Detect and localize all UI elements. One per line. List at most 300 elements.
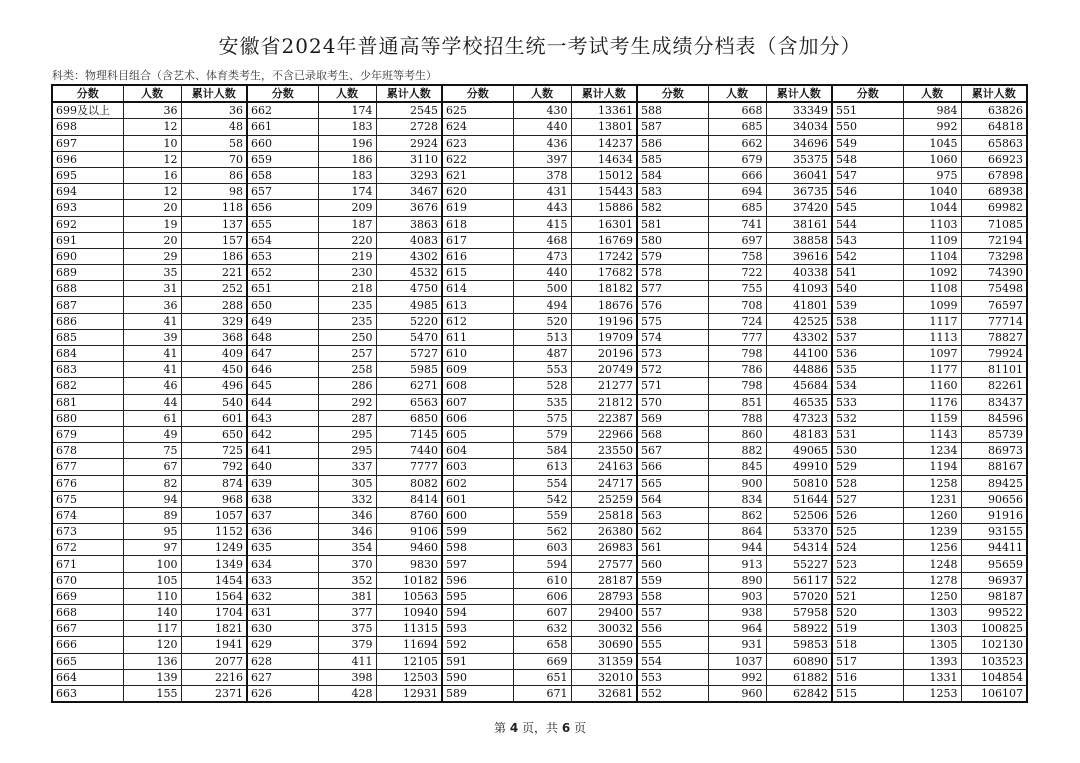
cumulative-cell: 3676 xyxy=(376,200,442,216)
table-row xyxy=(52,605,1027,621)
count-cell: 724 xyxy=(708,313,766,329)
cumulative-cell: 53370 xyxy=(766,524,832,540)
cumulative-cell: 23550 xyxy=(571,443,637,459)
cumulative-cell: 4985 xyxy=(376,297,442,313)
score-cell: 693 xyxy=(52,200,123,216)
score-cell: 549 xyxy=(832,135,903,151)
score-cell: 596 xyxy=(442,572,513,588)
score-cell: 588 xyxy=(637,102,708,119)
header-score: 分数 xyxy=(52,85,123,102)
count-cell: 49 xyxy=(123,426,181,442)
count-cell: 332 xyxy=(318,491,376,507)
score-cell: 528 xyxy=(832,475,903,491)
cumulative-cell: 46535 xyxy=(766,394,832,410)
score-cell: 642 xyxy=(247,426,318,442)
table-row xyxy=(52,200,1027,216)
cumulative-cell: 24163 xyxy=(571,459,637,475)
count-cell: 1097 xyxy=(903,346,961,362)
cumulative-cell: 450 xyxy=(181,362,247,378)
score-cell: 697 xyxy=(52,135,123,151)
cumulative-cell: 57958 xyxy=(766,605,832,621)
cumulative-cell: 91916 xyxy=(961,507,1027,523)
score-cell: 548 xyxy=(832,151,903,167)
count-cell: 559 xyxy=(513,507,571,523)
header-cumulative: 累计人数 xyxy=(571,85,637,102)
table-row xyxy=(52,653,1027,669)
footer-page-number: 4 xyxy=(509,721,519,735)
count-cell: 20 xyxy=(123,232,181,248)
cumulative-cell: 329 xyxy=(181,313,247,329)
cumulative-cell: 54314 xyxy=(766,540,832,556)
cumulative-cell: 22387 xyxy=(571,410,637,426)
count-cell: 235 xyxy=(318,313,376,329)
cumulative-cell: 34034 xyxy=(766,119,832,135)
score-cell: 616 xyxy=(442,248,513,264)
cumulative-cell: 24717 xyxy=(571,475,637,491)
cumulative-cell: 968 xyxy=(181,491,247,507)
count-cell: 39 xyxy=(123,329,181,345)
header-count: 人数 xyxy=(903,85,961,102)
table-header xyxy=(52,85,1027,102)
table-row xyxy=(52,184,1027,200)
count-cell: 788 xyxy=(708,410,766,426)
count-cell: 378 xyxy=(513,167,571,183)
cumulative-cell: 65863 xyxy=(961,135,1027,151)
count-cell: 494 xyxy=(513,297,571,313)
score-cell: 551 xyxy=(832,102,903,119)
cumulative-cell: 4750 xyxy=(376,281,442,297)
count-cell: 1160 xyxy=(903,378,961,394)
table-row xyxy=(52,378,1027,394)
count-cell: 584 xyxy=(513,443,571,459)
score-cell: 571 xyxy=(637,378,708,394)
cumulative-cell: 37420 xyxy=(766,200,832,216)
count-cell: 613 xyxy=(513,459,571,475)
cumulative-cell: 94411 xyxy=(961,540,1027,556)
score-cell: 638 xyxy=(247,491,318,507)
footer-prefix: 第 xyxy=(493,721,510,735)
score-cell: 560 xyxy=(637,556,708,572)
cumulative-cell: 16769 xyxy=(571,232,637,248)
count-cell: 36 xyxy=(123,297,181,313)
cumulative-cell: 10940 xyxy=(376,605,442,621)
score-cell: 595 xyxy=(442,588,513,604)
score-cell: 692 xyxy=(52,216,123,232)
table-row xyxy=(52,362,1027,378)
table-row xyxy=(52,540,1027,556)
score-cell: 556 xyxy=(637,621,708,637)
score-cell: 529 xyxy=(832,459,903,475)
score-cell: 660 xyxy=(247,135,318,151)
score-cell: 602 xyxy=(442,475,513,491)
header-row xyxy=(52,85,1027,102)
score-cell: 671 xyxy=(52,556,123,572)
score-cell: 627 xyxy=(247,669,318,685)
count-cell: 1108 xyxy=(903,281,961,297)
header-count: 人数 xyxy=(123,85,181,102)
cumulative-cell: 29400 xyxy=(571,605,637,621)
score-cell: 631 xyxy=(247,605,318,621)
cumulative-cell: 540 xyxy=(181,394,247,410)
cumulative-cell: 17242 xyxy=(571,248,637,264)
cumulative-cell: 33349 xyxy=(766,102,832,119)
cumulative-cell: 93155 xyxy=(961,524,1027,540)
count-cell: 1305 xyxy=(903,637,961,653)
score-cell: 584 xyxy=(637,167,708,183)
cumulative-cell: 60890 xyxy=(766,653,832,669)
count-cell: 1037 xyxy=(708,653,766,669)
cumulative-cell: 84596 xyxy=(961,410,1027,426)
score-cell: 625 xyxy=(442,102,513,119)
count-cell: 960 xyxy=(708,685,766,702)
table-row xyxy=(52,475,1027,491)
score-cell: 635 xyxy=(247,540,318,556)
cumulative-cell: 77714 xyxy=(961,313,1027,329)
count-cell: 218 xyxy=(318,281,376,297)
cumulative-cell: 792 xyxy=(181,459,247,475)
count-cell: 487 xyxy=(513,346,571,362)
score-cell: 557 xyxy=(637,605,708,621)
count-cell: 415 xyxy=(513,216,571,232)
cumulative-cell: 55227 xyxy=(766,556,832,572)
header-count: 人数 xyxy=(708,85,766,102)
cumulative-cell: 3863 xyxy=(376,216,442,232)
count-cell: 397 xyxy=(513,151,571,167)
cumulative-cell: 41801 xyxy=(766,297,832,313)
cumulative-cell: 26983 xyxy=(571,540,637,556)
score-cell: 546 xyxy=(832,184,903,200)
count-cell: 139 xyxy=(123,669,181,685)
score-cell: 537 xyxy=(832,329,903,345)
score-cell: 547 xyxy=(832,167,903,183)
count-cell: 257 xyxy=(318,346,376,362)
score-cell: 573 xyxy=(637,346,708,362)
score-cell: 666 xyxy=(52,637,123,653)
cumulative-cell: 874 xyxy=(181,475,247,491)
count-cell: 430 xyxy=(513,102,571,119)
count-cell: 379 xyxy=(318,637,376,653)
count-cell: 1260 xyxy=(903,507,961,523)
count-cell: 1393 xyxy=(903,653,961,669)
score-cell: 619 xyxy=(442,200,513,216)
cumulative-cell: 14237 xyxy=(571,135,637,151)
cumulative-cell: 67898 xyxy=(961,167,1027,183)
score-cell: 661 xyxy=(247,119,318,135)
score-cell: 542 xyxy=(832,248,903,264)
document-title: 安徽省2024年普通高等学校招生统一考试考生成绩分档表（含加分） xyxy=(218,34,862,58)
score-cell: 664 xyxy=(52,669,123,685)
count-cell: 105 xyxy=(123,572,181,588)
cumulative-cell: 85739 xyxy=(961,426,1027,442)
cumulative-cell: 79924 xyxy=(961,346,1027,362)
count-cell: 798 xyxy=(708,378,766,394)
count-cell: 1103 xyxy=(903,216,961,232)
count-cell: 220 xyxy=(318,232,376,248)
score-cell: 518 xyxy=(832,637,903,653)
table-row xyxy=(52,443,1027,459)
cumulative-cell: 99522 xyxy=(961,605,1027,621)
cumulative-cell: 32681 xyxy=(571,685,637,702)
score-cell: 656 xyxy=(247,200,318,216)
table-row xyxy=(52,426,1027,442)
score-distribution-table xyxy=(51,84,1028,703)
score-cell: 684 xyxy=(52,346,123,362)
cumulative-cell: 58 xyxy=(181,135,247,151)
cumulative-cell: 76597 xyxy=(961,297,1027,313)
score-cell: 592 xyxy=(442,637,513,653)
count-cell: 305 xyxy=(318,475,376,491)
cumulative-cell: 12931 xyxy=(376,685,442,702)
score-cell: 568 xyxy=(637,426,708,442)
cumulative-cell: 7777 xyxy=(376,459,442,475)
count-cell: 1060 xyxy=(903,151,961,167)
cumulative-cell: 2924 xyxy=(376,135,442,151)
count-cell: 1099 xyxy=(903,297,961,313)
cumulative-cell: 61882 xyxy=(766,669,832,685)
table-row xyxy=(52,346,1027,362)
score-cell: 682 xyxy=(52,378,123,394)
score-cell: 688 xyxy=(52,281,123,297)
count-cell: 1231 xyxy=(903,491,961,507)
count-cell: 29 xyxy=(123,248,181,264)
count-cell: 94 xyxy=(123,491,181,507)
score-cell: 575 xyxy=(637,313,708,329)
table-row xyxy=(52,588,1027,604)
score-cell: 610 xyxy=(442,346,513,362)
count-cell: 913 xyxy=(708,556,766,572)
score-cell: 550 xyxy=(832,119,903,135)
count-cell: 136 xyxy=(123,653,181,669)
score-cell: 539 xyxy=(832,297,903,313)
score-cell: 680 xyxy=(52,410,123,426)
cumulative-cell: 2371 xyxy=(181,685,247,702)
score-cell: 580 xyxy=(637,232,708,248)
cumulative-cell: 601 xyxy=(181,410,247,426)
score-cell: 545 xyxy=(832,200,903,216)
count-cell: 1117 xyxy=(903,313,961,329)
count-cell: 258 xyxy=(318,362,376,378)
count-cell: 862 xyxy=(708,507,766,523)
score-cell: 599 xyxy=(442,524,513,540)
cumulative-cell: 98187 xyxy=(961,588,1027,604)
cumulative-cell: 11694 xyxy=(376,637,442,653)
cumulative-cell: 88167 xyxy=(961,459,1027,475)
count-cell: 1250 xyxy=(903,588,961,604)
count-cell: 381 xyxy=(318,588,376,604)
count-cell: 607 xyxy=(513,605,571,621)
cumulative-cell: 409 xyxy=(181,346,247,362)
cumulative-cell: 19196 xyxy=(571,313,637,329)
count-cell: 183 xyxy=(318,119,376,135)
cumulative-cell: 9460 xyxy=(376,540,442,556)
score-cell: 640 xyxy=(247,459,318,475)
cumulative-cell: 14634 xyxy=(571,151,637,167)
header-cumulative: 累计人数 xyxy=(766,85,832,102)
count-cell: 651 xyxy=(513,669,571,685)
score-cell: 691 xyxy=(52,232,123,248)
score-cell: 538 xyxy=(832,313,903,329)
cumulative-cell: 4302 xyxy=(376,248,442,264)
table-row xyxy=(52,151,1027,167)
score-cell: 694 xyxy=(52,184,123,200)
count-cell: 851 xyxy=(708,394,766,410)
score-cell: 564 xyxy=(637,491,708,507)
count-cell: 1092 xyxy=(903,265,961,281)
score-cell: 527 xyxy=(832,491,903,507)
score-cell: 597 xyxy=(442,556,513,572)
table-row xyxy=(52,102,1027,119)
cumulative-cell: 20749 xyxy=(571,362,637,378)
score-cell: 639 xyxy=(247,475,318,491)
table-row xyxy=(52,265,1027,281)
count-cell: 1104 xyxy=(903,248,961,264)
cumulative-cell: 15012 xyxy=(571,167,637,183)
score-cell: 604 xyxy=(442,443,513,459)
count-cell: 669 xyxy=(513,653,571,669)
score-cell: 583 xyxy=(637,184,708,200)
score-cell: 581 xyxy=(637,216,708,232)
cumulative-cell: 2077 xyxy=(181,653,247,669)
score-cell: 606 xyxy=(442,410,513,426)
cumulative-cell: 18676 xyxy=(571,297,637,313)
score-cell: 674 xyxy=(52,507,123,523)
count-cell: 1109 xyxy=(903,232,961,248)
cumulative-cell: 1821 xyxy=(181,621,247,637)
cumulative-cell: 56117 xyxy=(766,572,832,588)
cumulative-cell: 1152 xyxy=(181,524,247,540)
table-row xyxy=(52,669,1027,685)
table-row xyxy=(52,135,1027,151)
score-cell: 672 xyxy=(52,540,123,556)
cumulative-cell: 38161 xyxy=(766,216,832,232)
cumulative-cell: 10182 xyxy=(376,572,442,588)
table-row xyxy=(52,621,1027,637)
cumulative-cell: 31359 xyxy=(571,653,637,669)
cumulative-cell: 186 xyxy=(181,248,247,264)
count-cell: 431 xyxy=(513,184,571,200)
score-cell: 615 xyxy=(442,265,513,281)
count-cell: 685 xyxy=(708,200,766,216)
cumulative-cell: 157 xyxy=(181,232,247,248)
count-cell: 1278 xyxy=(903,572,961,588)
cumulative-cell: 27577 xyxy=(571,556,637,572)
count-cell: 694 xyxy=(708,184,766,200)
cumulative-cell: 4083 xyxy=(376,232,442,248)
header-cumulative: 累计人数 xyxy=(181,85,247,102)
score-cell: 582 xyxy=(637,200,708,216)
cumulative-cell: 1704 xyxy=(181,605,247,621)
cumulative-cell: 25259 xyxy=(571,491,637,507)
count-cell: 186 xyxy=(318,151,376,167)
count-cell: 500 xyxy=(513,281,571,297)
table-row xyxy=(52,232,1027,248)
cumulative-cell: 221 xyxy=(181,265,247,281)
score-cell: 678 xyxy=(52,443,123,459)
cumulative-cell: 21812 xyxy=(571,394,637,410)
cumulative-cell: 40338 xyxy=(766,265,832,281)
count-cell: 75 xyxy=(123,443,181,459)
cumulative-cell: 73298 xyxy=(961,248,1027,264)
score-cell: 624 xyxy=(442,119,513,135)
cumulative-cell: 66923 xyxy=(961,151,1027,167)
score-cell: 593 xyxy=(442,621,513,637)
cumulative-cell: 32010 xyxy=(571,669,637,685)
count-cell: 882 xyxy=(708,443,766,459)
cumulative-cell: 71085 xyxy=(961,216,1027,232)
score-cell: 647 xyxy=(247,346,318,362)
count-cell: 1248 xyxy=(903,556,961,572)
count-cell: 722 xyxy=(708,265,766,281)
score-cell: 565 xyxy=(637,475,708,491)
cumulative-cell: 18182 xyxy=(571,281,637,297)
count-cell: 685 xyxy=(708,119,766,135)
cumulative-cell: 6271 xyxy=(376,378,442,394)
count-cell: 10 xyxy=(123,135,181,151)
cumulative-cell: 50810 xyxy=(766,475,832,491)
score-cell: 585 xyxy=(637,151,708,167)
count-cell: 209 xyxy=(318,200,376,216)
count-cell: 155 xyxy=(123,685,181,702)
count-cell: 610 xyxy=(513,572,571,588)
score-cell: 668 xyxy=(52,605,123,621)
count-cell: 219 xyxy=(318,248,376,264)
score-cell: 644 xyxy=(247,394,318,410)
cumulative-cell: 11315 xyxy=(376,621,442,637)
cumulative-cell: 1941 xyxy=(181,637,247,653)
count-cell: 16 xyxy=(123,167,181,183)
score-cell: 690 xyxy=(52,248,123,264)
cumulative-cell: 5985 xyxy=(376,362,442,378)
count-cell: 440 xyxy=(513,265,571,281)
table-row xyxy=(52,410,1027,426)
cumulative-cell: 368 xyxy=(181,329,247,345)
count-cell: 658 xyxy=(513,637,571,653)
cumulative-cell: 12503 xyxy=(376,669,442,685)
score-cell: 677 xyxy=(52,459,123,475)
cumulative-cell: 49065 xyxy=(766,443,832,459)
cumulative-cell: 17682 xyxy=(571,265,637,281)
score-cell: 654 xyxy=(247,232,318,248)
score-cell: 601 xyxy=(442,491,513,507)
header-score: 分数 xyxy=(247,85,318,102)
score-cell: 543 xyxy=(832,232,903,248)
score-cell: 594 xyxy=(442,605,513,621)
count-cell: 61 xyxy=(123,410,181,426)
count-cell: 292 xyxy=(318,394,376,410)
score-cell: 675 xyxy=(52,491,123,507)
score-cell: 646 xyxy=(247,362,318,378)
count-cell: 834 xyxy=(708,491,766,507)
score-cell: 676 xyxy=(52,475,123,491)
score-cell: 689 xyxy=(52,265,123,281)
score-cell: 618 xyxy=(442,216,513,232)
count-cell: 375 xyxy=(318,621,376,637)
table-body xyxy=(52,102,1027,702)
score-cell: 611 xyxy=(442,329,513,345)
score-cell: 523 xyxy=(832,556,903,572)
score-cell: 589 xyxy=(442,685,513,702)
count-cell: 286 xyxy=(318,378,376,394)
count-cell: 594 xyxy=(513,556,571,572)
count-cell: 606 xyxy=(513,588,571,604)
count-cell: 1256 xyxy=(903,540,961,556)
cumulative-cell: 106107 xyxy=(961,685,1027,702)
score-cell: 570 xyxy=(637,394,708,410)
score-cell: 651 xyxy=(247,281,318,297)
cumulative-cell: 10563 xyxy=(376,588,442,604)
cumulative-cell: 21277 xyxy=(571,378,637,394)
cumulative-cell: 118 xyxy=(181,200,247,216)
